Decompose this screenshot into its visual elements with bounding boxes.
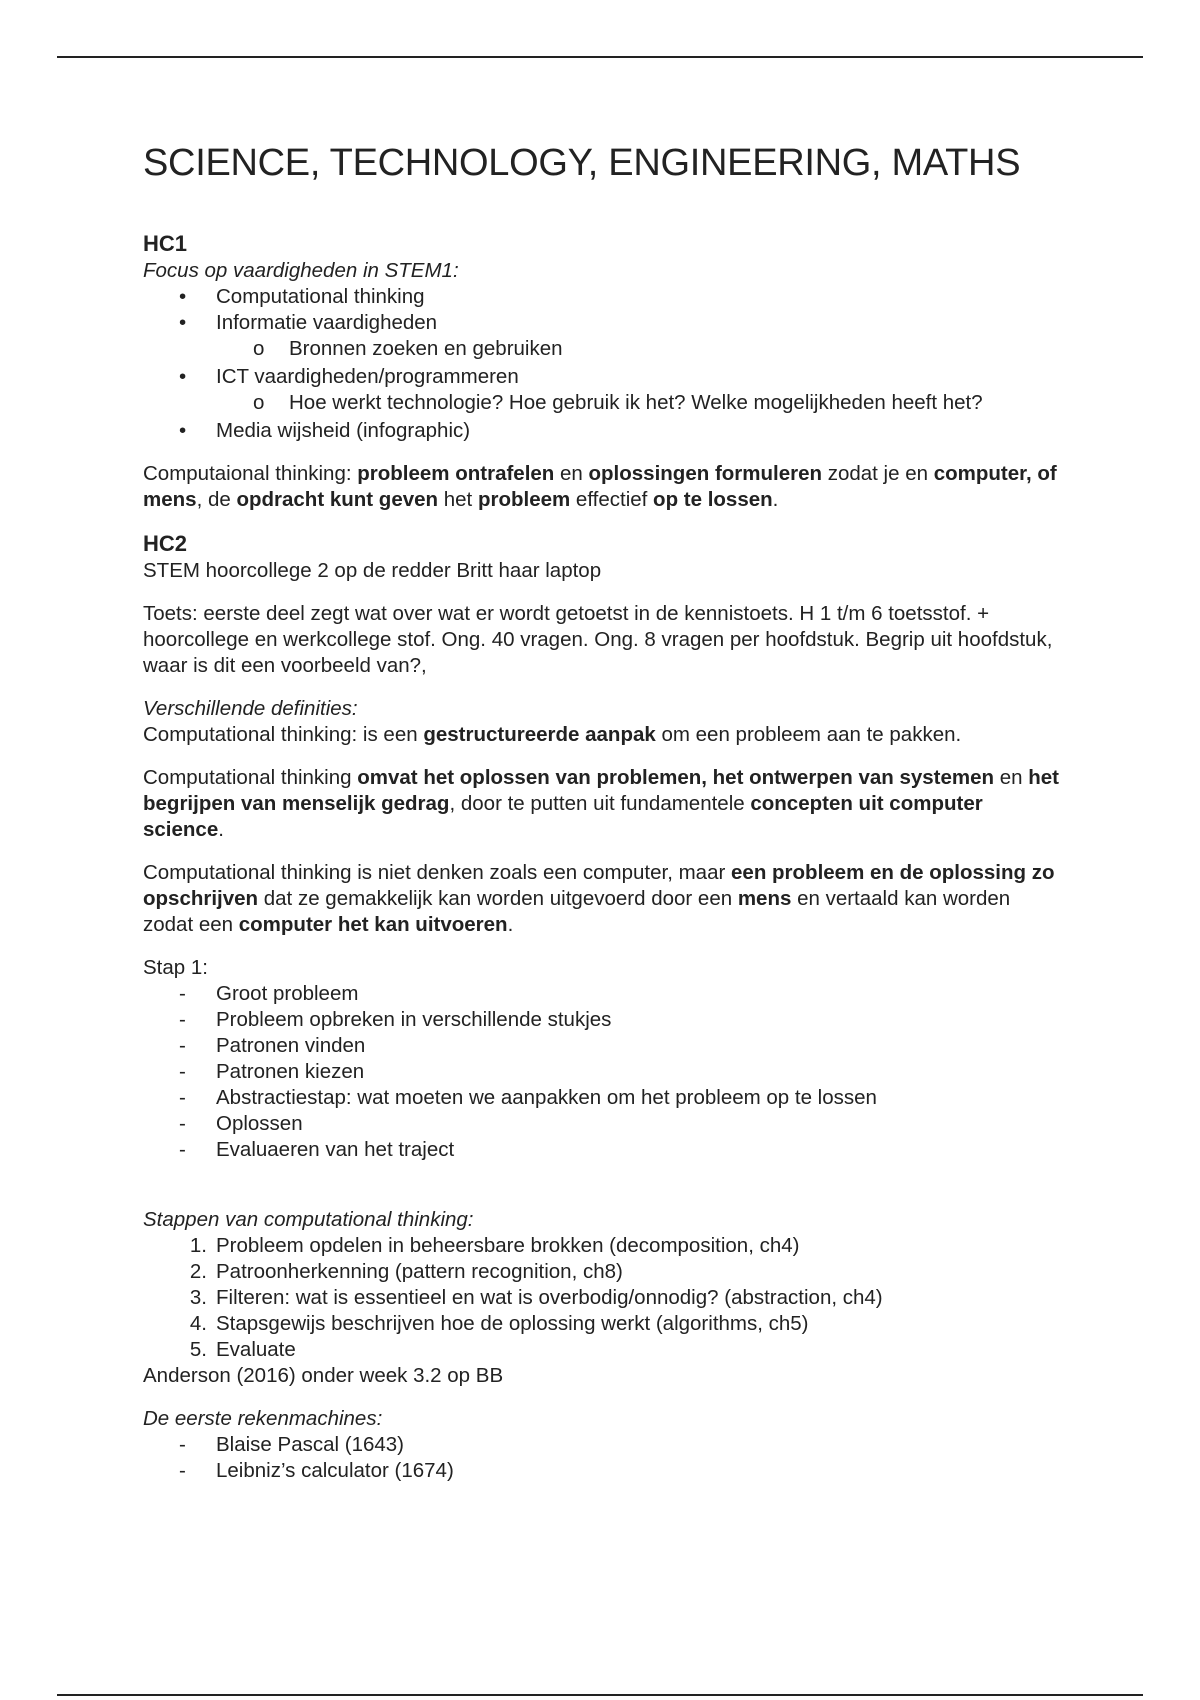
document-title: SCIENCE, TECHNOLOGY, ENGINEERING, MATHS	[143, 142, 1021, 184]
stap-list	[143, 981, 1063, 1163]
list-item: 1. Probleem opdelen in beheersbare brokken (decomposition, ch4)	[189, 1234, 800, 1257]
list-item: 4. Stapsgewijs beschrijven hoe de oplossing werkt (algorithms, ch5)	[189, 1312, 809, 1335]
rekenmachines-list	[143, 1432, 1063, 1484]
dash-icon: -	[179, 1008, 186, 1031]
list-item: - Oplossen	[179, 1112, 303, 1135]
bullet-icon: •	[179, 285, 187, 308]
definition-2: Computational thinking omvat het oplossen van problemen, het ontwerpen van systemen en het begrijpen van menselijk gedrag, door te putten uit fundamentele concepten uit computer science.	[143, 766, 1059, 841]
bullet-icon: •	[179, 365, 187, 388]
definition-1: Computational thinking: is een gestructureerde aanpak om een probleem aan te pakken.	[143, 723, 962, 746]
dash-icon: -	[179, 1433, 186, 1456]
list-item: 2. Patroonherkenning (pattern recognition, ch8)	[189, 1260, 623, 1283]
definitions-title: Verschillende definities:	[143, 697, 358, 720]
list-item: • Computational thinking	[179, 285, 425, 308]
header-rule	[57, 56, 1143, 58]
hc1-heading: HC1	[143, 231, 188, 256]
dash-icon: -	[179, 1138, 186, 1161]
list-item: • ICT vaardigheden/programmeren	[179, 365, 519, 388]
dash-icon: -	[179, 1034, 186, 1057]
list-item: - Leibniz’s calculator (1674)	[179, 1459, 454, 1482]
list-item: 3. Filteren: wat is essentieel en wat is overbodig/onnodig? (abstraction, ch4)	[189, 1286, 883, 1309]
list-item: - Groot probleem	[179, 982, 359, 1005]
hc1-focus: Focus op vaardigheden in STEM1:	[143, 259, 459, 282]
anderson-reference: Anderson (2016) onder week 3.2 op BB	[143, 1364, 504, 1387]
definition-3: Computational thinking is niet denken zoals een computer, maar een probleem en de oplossing zo opschrijven dat ze gemakkelijk kan worden uitgevoerd door een mens en vertaald kan worden zodat een computer het kan uitvoeren.	[143, 861, 1055, 936]
list-item: • Informatie vaardigheden	[179, 311, 438, 334]
list-item: - Patronen kiezen	[179, 1060, 365, 1083]
dash-icon: -	[179, 982, 186, 1005]
stappen-title: Stappen van computational thinking:	[143, 1208, 474, 1231]
sub-list-item: o Hoe werkt technologie? Hoe gebruik ik het? Welke mogelijkheden heeft het?	[253, 391, 983, 414]
rekenmachines-title: De eerste rekenmachines:	[143, 1407, 383, 1430]
dash-icon: -	[179, 1459, 186, 1482]
hc2-intro: STEM hoorcollege 2 op de redder Britt haar laptop	[143, 559, 602, 582]
document-page	[143, 140, 1063, 1484]
list-item: - Patronen vinden	[179, 1034, 366, 1057]
hc1-list	[143, 284, 1063, 444]
list-item: • Media wijsheid (infographic)	[179, 419, 471, 442]
footer-rule	[57, 1694, 1143, 1696]
list-item: - Abstractiestap: wat moeten we aanpakken om het probleem op te lossen	[179, 1086, 877, 1109]
list-item: - Evaluaeren van het traject	[179, 1138, 455, 1161]
stappen-list	[143, 1233, 1063, 1363]
stap-title: Stap 1:	[143, 956, 208, 979]
sub-bullet-icon: o	[253, 391, 265, 414]
list-item: - Probleem opbreken in verschillende stukjes	[179, 1008, 612, 1031]
bullet-icon: •	[179, 419, 187, 442]
toets-paragraph: Toets: eerste deel zegt wat over wat er wordt getoetst in de kennistoets. H 1 t/m 6 toetsstof. + hoorcollege en werkcollege stof. Ong. 40 vragen. Ong. 8 vragen per hoofdstuk. Begrip uit hoofdstuk, waar is dit een voorbeeld van?,	[143, 602, 1053, 677]
dash-icon: -	[179, 1112, 186, 1135]
bullet-icon: •	[179, 311, 187, 334]
dash-icon: -	[179, 1086, 186, 1109]
sub-list-item: o Bronnen zoeken en gebruiken	[253, 337, 563, 360]
list-item: 5. Evaluate	[189, 1338, 296, 1361]
sub-bullet-icon: o	[253, 337, 265, 360]
ct-definition: Computaional thinking: probleem ontrafelen en oplossingen formuleren zodat je en computer, of mens, de opdracht kunt geven het probleem effectief op te lossen.	[143, 462, 1057, 511]
hc2-heading: HC2	[143, 531, 188, 556]
list-item: - Blaise Pascal (1643)	[179, 1433, 405, 1456]
dash-icon: -	[179, 1060, 186, 1083]
